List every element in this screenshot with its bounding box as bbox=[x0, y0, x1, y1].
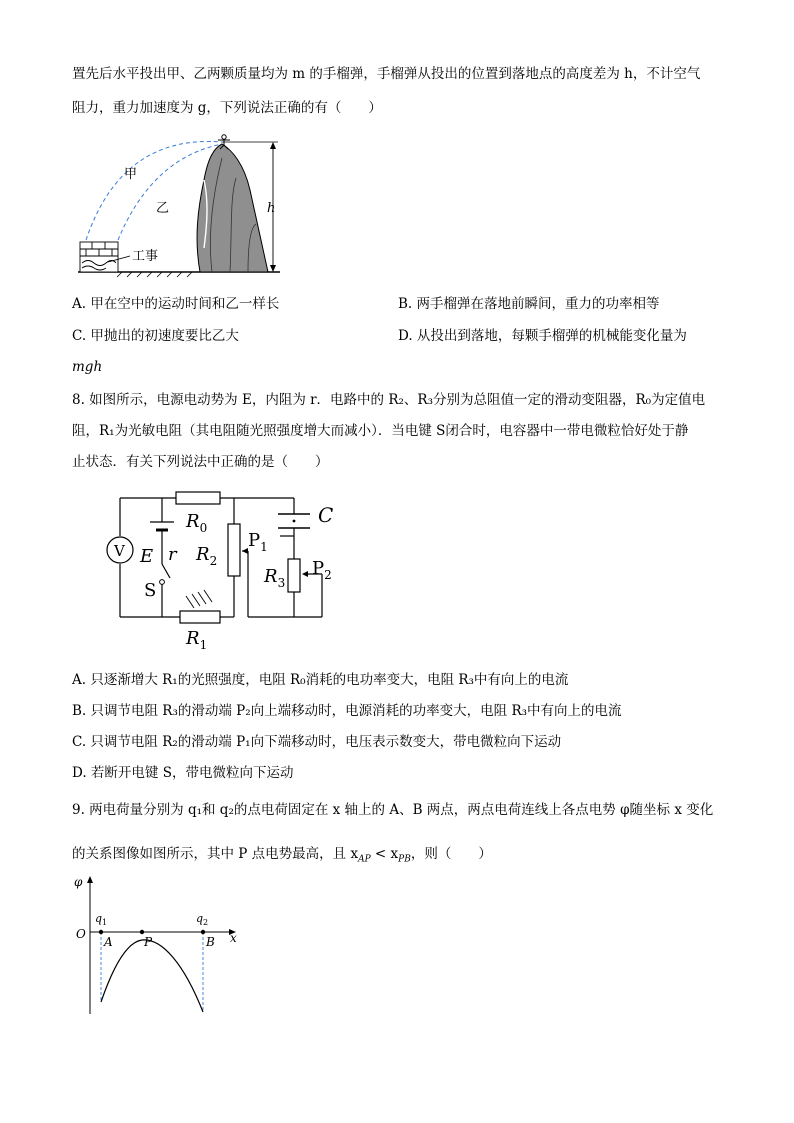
r1-sub: 1 bbox=[199, 638, 208, 652]
p1-label: P bbox=[248, 530, 261, 551]
phi-axis-label: φ bbox=[74, 875, 83, 889]
q7-option-d-continued: mgh bbox=[72, 359, 103, 375]
rheostat-r3 bbox=[288, 559, 300, 592]
p1-sub: 1 bbox=[260, 540, 268, 554]
r3-label: R bbox=[264, 566, 278, 587]
q8-option-c[interactable]: C. 只调节电阻 R₂的滑动端 P₁向下端移动时，电压表示数变大，带电微粒向下运动 bbox=[72, 734, 562, 750]
svg-text:q1 bbox=[95, 912, 107, 927]
q1-sub: 1 bbox=[102, 918, 108, 927]
q9-sub-ap: AP bbox=[358, 854, 371, 865]
jia-label: 甲 bbox=[124, 167, 138, 182]
emf-label: E bbox=[140, 546, 154, 567]
q8-stem-line-2: 阻，R₁为光敏电阻（其电阻随光照强度增大而减小）．当电键 S闭合时，电容器中一带电微粒恰好处于静 bbox=[72, 423, 689, 439]
q9-stem-line-2 bbox=[72, 844, 492, 870]
q9-stem-part-3: ，则（ ） bbox=[410, 846, 492, 862]
q7-option-c[interactable]: C. 甲抛出的初速度要比乙大 bbox=[72, 328, 239, 344]
switch-icon bbox=[160, 580, 165, 585]
resistor-r0 bbox=[176, 492, 220, 504]
point-a-label: A bbox=[104, 935, 113, 949]
potential-curve bbox=[101, 940, 203, 1012]
q9-potential-graph bbox=[72, 872, 252, 1022]
capacitor-label: C bbox=[318, 503, 334, 527]
q2-label: q bbox=[196, 912, 204, 925]
svg-text:R1 bbox=[185, 628, 207, 652]
charge-q2-point bbox=[201, 930, 205, 934]
internal-resistance-label: r bbox=[168, 544, 177, 565]
origin-label: O bbox=[76, 927, 86, 941]
q2-sub: 2 bbox=[203, 918, 209, 927]
q9-stem-part-2: < x bbox=[370, 846, 399, 862]
q8-option-a[interactable]: A. 只逐渐增大 R₁的光照强度，电阻 R₀消耗的电功率变大，电阻 R₃中有向上的电流 bbox=[72, 672, 569, 688]
r2-label: R bbox=[196, 544, 210, 565]
q7-option-d[interactable]: D. 从投出到落地，每颗手榴弹的机械能变化量为 bbox=[398, 328, 687, 344]
point-p-label: P bbox=[144, 935, 153, 949]
svg-text:R2 bbox=[195, 544, 217, 568]
r0-sub: 0 bbox=[199, 521, 208, 535]
hill-rock bbox=[197, 144, 268, 272]
charged-particle-icon bbox=[293, 520, 296, 523]
svg-text:P2 bbox=[312, 558, 332, 582]
voltmeter-label: V bbox=[114, 542, 125, 560]
svg-text:R0 bbox=[185, 511, 207, 535]
switch-label: S bbox=[144, 580, 157, 601]
rheostat-r2 bbox=[228, 524, 240, 576]
point-b-label: B bbox=[206, 935, 215, 949]
p2-sub: 2 bbox=[324, 568, 332, 582]
r2-sub: 2 bbox=[209, 554, 218, 568]
fortification-wall bbox=[80, 242, 118, 272]
q7-grenade-figure bbox=[72, 128, 292, 276]
charge-q1-point bbox=[99, 930, 103, 934]
yi-label: 乙 bbox=[156, 201, 170, 216]
r3-sub: 3 bbox=[277, 576, 286, 590]
q7-option-b[interactable]: B. 两手榴弹在落地前瞬间，重力的功率相等 bbox=[398, 296, 660, 312]
x-axis-label: x bbox=[230, 931, 237, 945]
phi-axis-arrow bbox=[87, 876, 93, 883]
q9-stem-part-1: 的关系图像如图所示，其中 P 点电势最高，且 x bbox=[72, 846, 359, 862]
svg-text:q2 bbox=[196, 912, 208, 927]
q7-stem-line-1: 置先后水平投出甲、乙两颗质量均为 m 的手榴弹，手榴弹从投出的位置到落地点的高度差为 h，不计空气 bbox=[72, 66, 701, 82]
q8-circuit-diagram bbox=[100, 484, 350, 654]
r0-label: R bbox=[186, 511, 200, 532]
q9-stem-line-1: 9. 两电荷量分别为 q₁和 q₂的点电荷固定在 x 轴上的 A、B 两点，两点电荷连线上各点电势 φ随坐标 x 变化 bbox=[72, 802, 714, 818]
svg-text:P1 bbox=[248, 530, 268, 554]
svg-text:R3 bbox=[263, 566, 285, 590]
r1-label: R bbox=[186, 628, 200, 649]
q9-sub-pb: PB bbox=[398, 854, 411, 865]
q8-option-b[interactable]: B. 只调节电阻 R₃的滑动端 P₂向上端移动时，电源消耗的功率变大，电阻 R₃中有向上的电流 bbox=[72, 703, 622, 719]
q8-stem-line-1: 8. 如图所示，电源电动势为 E，内阻为 r．电路中的 R₂、R₃分别为总阻值一定的滑动变阻器，R₀为定值电 bbox=[72, 392, 706, 408]
q1-label: q bbox=[95, 912, 103, 925]
p2-label: P bbox=[312, 558, 325, 579]
gongshi-label: 工事 bbox=[132, 249, 159, 264]
q8-stem-line-3: 止状态．有关下列说法中正确的是（ ） bbox=[72, 454, 329, 470]
q7-stem-line-2: 阻力，重力加速度为 g，下列说法正确的有（ ） bbox=[72, 100, 382, 116]
photoresistor-r1 bbox=[180, 611, 220, 623]
point-p-marker bbox=[140, 930, 144, 934]
h-label: h bbox=[267, 201, 276, 216]
q8-option-d[interactable]: D. 若断开电键 S，带电微粒向下运动 bbox=[72, 765, 294, 781]
q7-option-a[interactable]: A. 甲在空中的运动时间和乙一样长 bbox=[72, 296, 280, 312]
